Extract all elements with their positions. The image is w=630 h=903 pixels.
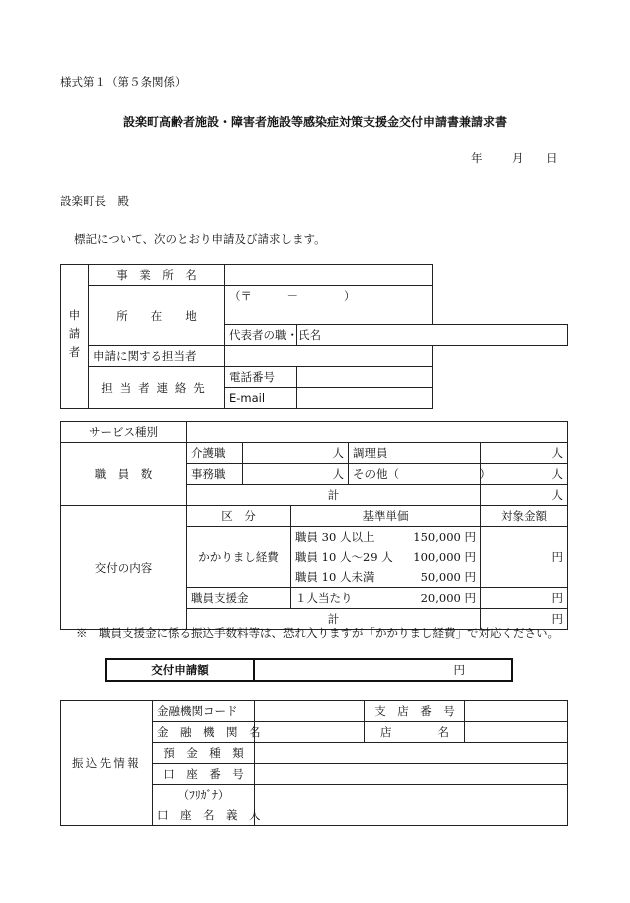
intro-text: 標記について、次のとおり申請及び請求します。 — [74, 232, 326, 246]
representative-field[interactable] — [297, 325, 568, 346]
applicant-table — [60, 264, 568, 409]
representative-label: 代表者の職・氏名 — [225, 325, 297, 346]
support-cond: １人当たり — [291, 588, 401, 609]
care-staff-label: 介護職 — [187, 443, 243, 464]
expense-label: かかりまし経費 — [187, 527, 291, 588]
page-title: 設楽町高齢者施設・障害者施設等感染症対策支援金交付申請書兼請求書 — [122, 115, 507, 129]
contact-person-label: 申請に関する担当者 — [89, 346, 225, 367]
office-staff-label: 事務職 — [187, 464, 243, 485]
support-amount: 20,000 円 — [401, 588, 481, 609]
form-number: 様式第１（第５条関係） — [60, 75, 187, 89]
bank-name-label: 金 融 機 関 名 — [153, 722, 255, 743]
service-type-field[interactable] — [187, 422, 568, 443]
branch-name-label: 店 名 — [365, 722, 465, 743]
contact-person-field[interactable] — [225, 346, 433, 367]
bank-name-field[interactable] — [255, 722, 365, 743]
applicant-group-label: 申請者 — [61, 265, 89, 409]
date-month: 月 — [512, 151, 524, 165]
support-label: 職員支援金 — [187, 588, 291, 609]
phone-field[interactable] — [297, 367, 433, 388]
date-day: 日 — [546, 151, 558, 165]
date-year: 年 — [471, 151, 483, 165]
branch-name-field[interactable] — [465, 722, 568, 743]
office-name-label: 事 業 所 名 — [89, 265, 225, 286]
target-amount-header: 対象金額 — [481, 506, 568, 527]
other-staff-field[interactable]: 人 — [481, 464, 568, 485]
grant-total-field[interactable]: 円 — [481, 609, 568, 630]
transfer-info-label: 振込先情報 — [61, 701, 153, 826]
care-staff-field[interactable]: 人 — [243, 443, 349, 464]
account-no-label: 口 座 番 号 — [153, 764, 255, 785]
other-staff-label: その他（ ） — [349, 464, 481, 485]
account-holder-label: 口 座 名 義 人 — [153, 805, 255, 826]
grant-content-label: 交付の内容 — [61, 506, 187, 630]
bank-code-label: 金融機関コード — [153, 701, 255, 722]
phone-label: 電話番号 — [225, 367, 297, 388]
office-staff-field[interactable]: 人 — [243, 464, 349, 485]
note-text: ※ 職員支援金に係る振込手数料等は、恐れ入りますが「かかりまし経費」で対応ください。 — [76, 626, 559, 640]
staff-count-label: 職 員 数 — [61, 443, 187, 506]
branch-no-field[interactable] — [465, 701, 568, 722]
tier-1-amount: 150,000 円 — [401, 527, 481, 548]
tier-2-amount: 100,000 円 — [401, 547, 481, 567]
deposit-type-label: 預 金 種 類 — [153, 743, 255, 764]
grant-total-label: 計 — [187, 609, 481, 630]
service-type-label: サービス種別 — [61, 422, 187, 443]
account-holder-field[interactable] — [255, 785, 568, 826]
address-field[interactable] — [225, 286, 433, 325]
category-header: 区 分 — [187, 506, 291, 527]
staff-total-field[interactable]: 人 — [481, 485, 568, 506]
contact-info-label: 担当者連絡先 — [89, 367, 225, 409]
tier-3-amount: 50,000 円 — [401, 567, 481, 588]
cook-staff-field[interactable]: 人 — [481, 443, 568, 464]
furigana-label: （ﾌﾘｶﾞﾅ） — [153, 785, 255, 806]
grant-table — [60, 421, 568, 630]
tier-1-cond: 職員 30 人以上 — [291, 527, 401, 548]
account-no-field[interactable] — [255, 764, 568, 785]
support-amount-field[interactable]: 円 — [481, 588, 568, 609]
email-field[interactable] — [297, 388, 433, 409]
request-amount-table — [105, 658, 513, 682]
addressee: 設楽町長 殿 — [60, 194, 129, 208]
request-amount-label: 交付申請額 — [106, 659, 254, 681]
bank-code-field[interactable] — [255, 701, 365, 722]
deposit-type-field[interactable] — [255, 743, 568, 764]
staff-total-label: 計 — [187, 485, 481, 506]
address-label: 所 在 地 — [89, 286, 225, 346]
transfer-table — [60, 700, 568, 826]
tier-2-cond: 職員 10 人～29 人 — [291, 547, 401, 567]
cook-staff-label: 調理員 — [349, 443, 481, 464]
expense-amount-field[interactable]: 円 — [481, 527, 568, 588]
request-amount-field[interactable]: 円 — [254, 659, 512, 681]
unit-price-header: 基準単価 — [291, 506, 481, 527]
postal-code-field: （〒 － ） — [229, 289, 356, 303]
branch-no-label: 支 店 番 号 — [365, 701, 465, 722]
tier-3-cond: 職員 10 人未満 — [291, 567, 401, 588]
office-name-field[interactable] — [225, 265, 433, 286]
email-label: E-mail — [225, 388, 297, 409]
